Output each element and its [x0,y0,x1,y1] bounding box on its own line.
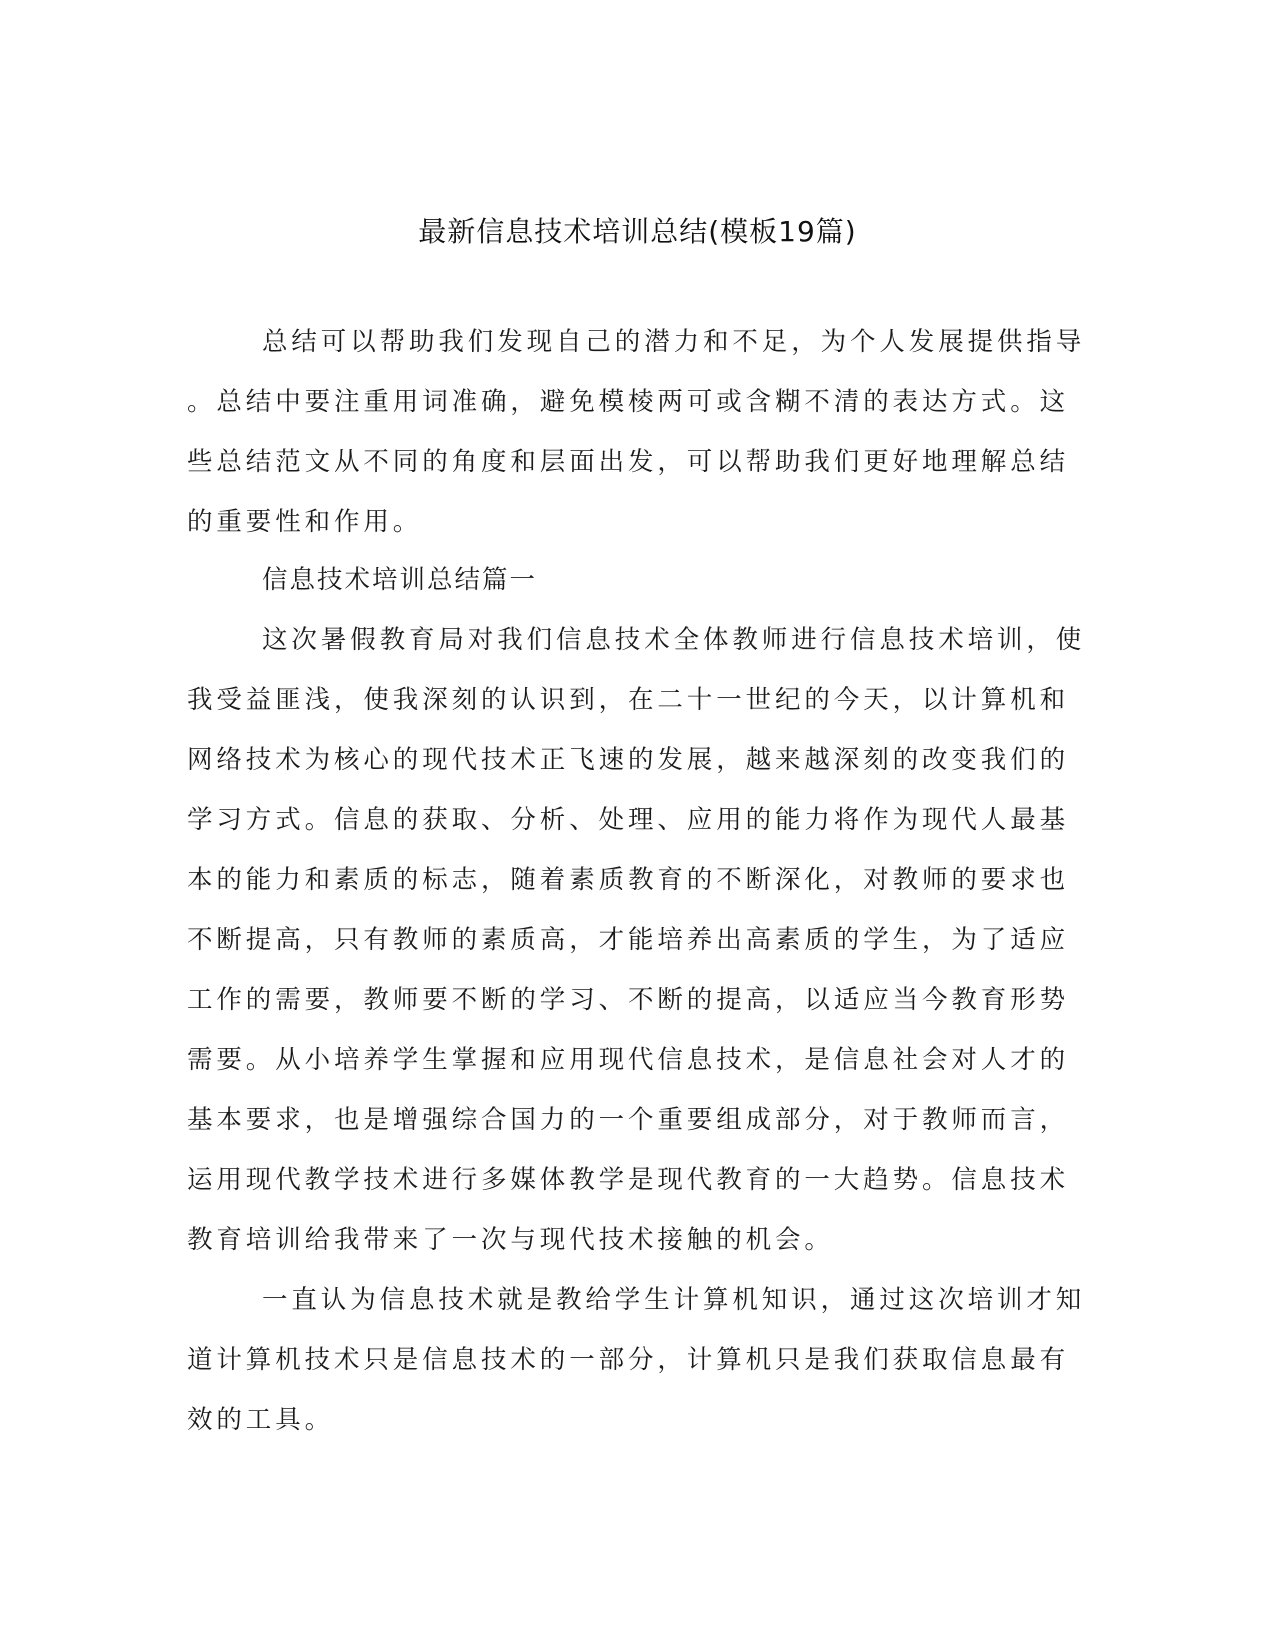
paragraph-line: 道计算机技术只是信息技术的一部分，计算机只是我们获取信息最有 [187,1345,1070,1375]
document-title: 最新信息技术培训总结(模板19篇) [418,215,857,248]
paragraph-line: 网络技术为核心的现代技术正飞速的发展，越来越深刻的改变我们的 [187,745,1070,775]
paragraph-line: 教育培训给我带来了一次与现代技术接触的机会。 [187,1225,834,1255]
section-heading: 信息技术培训总结篇一 [262,565,538,595]
paragraph-line: 需要。从小培养学生掌握和应用现代信息技术，是信息社会对人才的 [187,1045,1070,1075]
paragraph-line: 运用现代教学技术进行多媒体教学是现代教育的一大趋势。信息技术 [187,1165,1070,1195]
paragraph-line: 。总结中要注重用词准确，避免模棱两可或含糊不清的表达方式。这 [187,387,1070,417]
paragraph-line: 的重要性和作用。 [187,507,423,537]
paragraph-line: 这次暑假教育局对我们信息技术全体教师进行信息技术培训，使 [262,625,1086,655]
paragraph-line: 一直认为信息技术就是教给学生计算机知识，通过这次培训才知 [262,1285,1086,1315]
paragraph-line: 些总结范文从不同的角度和层面出发，可以帮助我们更好地理解总结 [187,447,1070,477]
paragraph-line: 工作的需要，教师要不断的学习、不断的提高，以适应当今教育形势 [187,985,1070,1015]
paragraph-line: 基本要求，也是增强综合国力的一个重要组成部分，对于教师而言， [187,1105,1070,1135]
paragraph-line: 总结可以帮助我们发现自己的潜力和不足，为个人发展提供指导 [262,327,1086,357]
paragraph-line: 效的工具。 [187,1405,335,1435]
paragraph-line: 我受益匪浅，使我深刻的认识到，在二十一世纪的今天，以计算机和 [187,685,1070,715]
paragraph-line: 本的能力和素质的标志，随着素质教育的不断深化，对教师的要求也 [187,865,1070,895]
paragraph-line: 学习方式。信息的获取、分析、处理、应用的能力将作为现代人最基 [187,805,1070,835]
paragraph-line: 不断提高，只有教师的素质高，才能培养出高素质的学生，为了适应 [187,925,1070,955]
